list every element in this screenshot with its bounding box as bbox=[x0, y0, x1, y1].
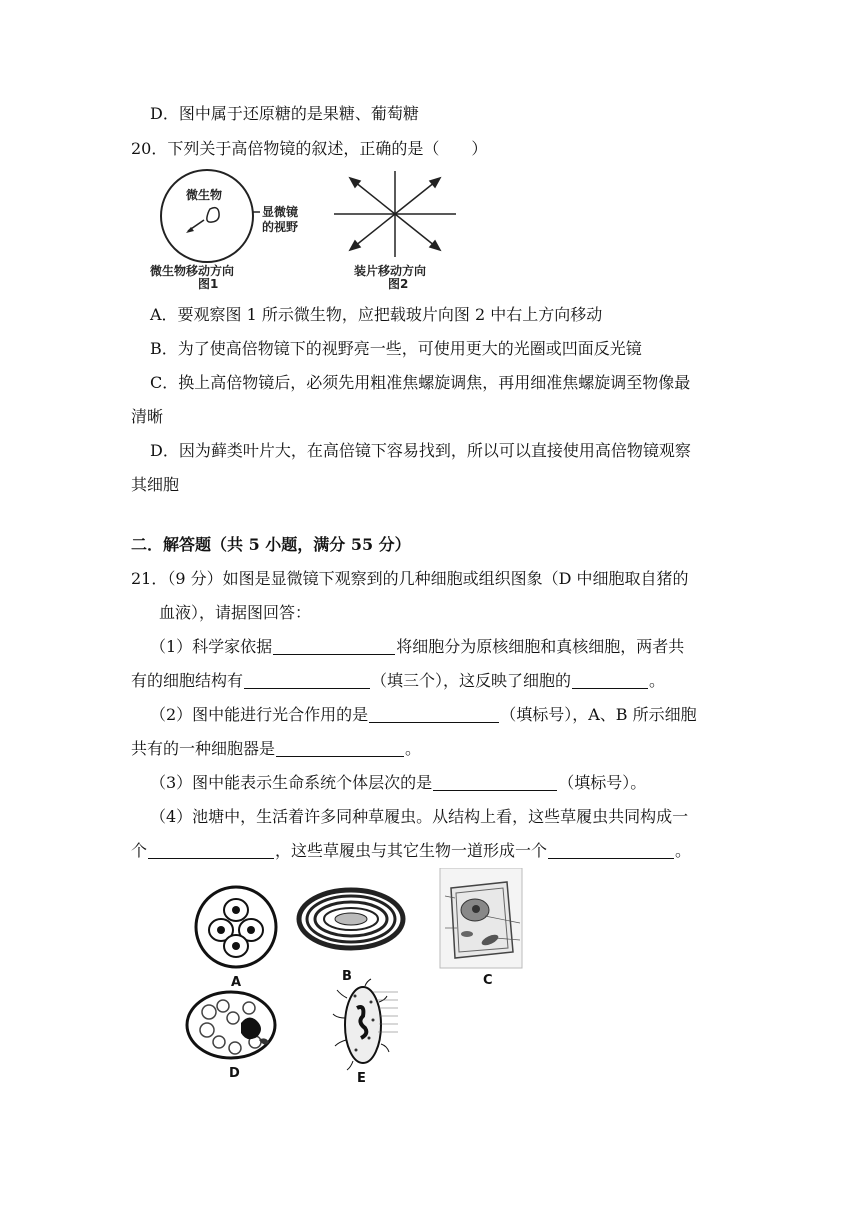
q20-option-b: B．为了使高倍物镜下的视野亮一些，可使用更大的光圈或凹面反光镜 bbox=[150, 339, 642, 358]
q19-option-d: D．图中属于还原糖的是果糖、葡萄糖 bbox=[150, 104, 419, 123]
q21-cell-figure bbox=[185, 868, 545, 1090]
fig1-view-label-1: 显微镜 bbox=[262, 205, 299, 219]
q21-part1-line1: （1）科学家依据 将细胞分为原核细胞和真核细胞，两者共 bbox=[150, 637, 685, 656]
figure-2 bbox=[334, 171, 456, 257]
cell-d bbox=[187, 992, 275, 1081]
q20-option-c-line2: 清晰 bbox=[131, 407, 164, 426]
q20-figures bbox=[140, 168, 480, 292]
cell-a bbox=[196, 887, 276, 990]
answer-blank bbox=[548, 842, 674, 859]
figure-1 bbox=[150, 170, 299, 291]
answer-blank bbox=[276, 740, 404, 757]
label-a: A bbox=[231, 975, 242, 990]
q21-part1-line2: 有的细胞结构有 （填三个），这反映了细胞的 。 bbox=[131, 671, 666, 690]
label-b: B bbox=[342, 969, 352, 984]
fig1-organism-label: 微生物 bbox=[186, 188, 223, 202]
answer-blank bbox=[273, 638, 395, 655]
q21-part3: （3）图中能表示生命系统个体层次的是 （填标号）。 bbox=[150, 773, 647, 792]
q20-option-d-line2: 其细胞 bbox=[131, 475, 180, 494]
label-e: E bbox=[357, 1071, 366, 1086]
q20-option-c-line1: C．换上高倍物镜后，必须先用粗准焦螺旋调焦，再用细准焦螺旋调至物像最 bbox=[150, 373, 691, 392]
answer-blank bbox=[148, 842, 274, 859]
fig2-number: 图2 bbox=[388, 277, 409, 291]
cell-e bbox=[333, 979, 398, 1086]
q21-part4-line2: 个 ，这些草履虫与其它生物一道形成一个 。 bbox=[131, 841, 692, 860]
answer-blank bbox=[369, 706, 499, 723]
q21-part2-line2: 共有的一种细胞器是 。 bbox=[131, 739, 422, 758]
q21-stem-line1: 21．（9 分）如图是显微镜下观察到的几种细胞或组织图象（D 中细胞取自猪的 bbox=[131, 569, 689, 588]
label-c: C bbox=[483, 973, 493, 988]
label-d: D bbox=[229, 1066, 240, 1081]
fig2-caption: 装片移动方向 bbox=[354, 264, 427, 278]
q20-stem: 20．下列关于高倍物镜的叙述，正确的是（ ） bbox=[131, 139, 488, 158]
fig1-number: 图1 bbox=[198, 277, 219, 291]
q21-stem-line2: 血液），请据图回答： bbox=[159, 603, 312, 622]
section-heading: 二．解答题（共 5 小题，满分 55 分） bbox=[131, 535, 411, 554]
q20-option-d-line1: D．因为藓类叶片大，在高倍镜下容易找到，所以可以直接使用高倍物镜观察 bbox=[150, 441, 691, 460]
q21-part4-line1: （4）池塘中，生活着许多同种草履虫。从结构上看，这些草履虫共同构成一 bbox=[150, 807, 689, 826]
microorganism-shape bbox=[207, 208, 219, 222]
cell-b bbox=[299, 890, 403, 984]
cell-c bbox=[440, 868, 522, 988]
q20-option-a: A．要观察图 1 所示微生物，应把载玻片向图 2 中右上方向移动 bbox=[150, 305, 603, 324]
answer-blank bbox=[244, 672, 370, 689]
q21-part2-line1: （2）图中能进行光合作用的是 （填标号），A、B 所示细胞 bbox=[150, 705, 697, 724]
answer-blank bbox=[433, 774, 557, 791]
answer-blank bbox=[572, 672, 648, 689]
fig1-caption: 微生物移动方向 bbox=[150, 264, 235, 278]
fig1-view-label-2: 的视野 bbox=[262, 220, 299, 234]
